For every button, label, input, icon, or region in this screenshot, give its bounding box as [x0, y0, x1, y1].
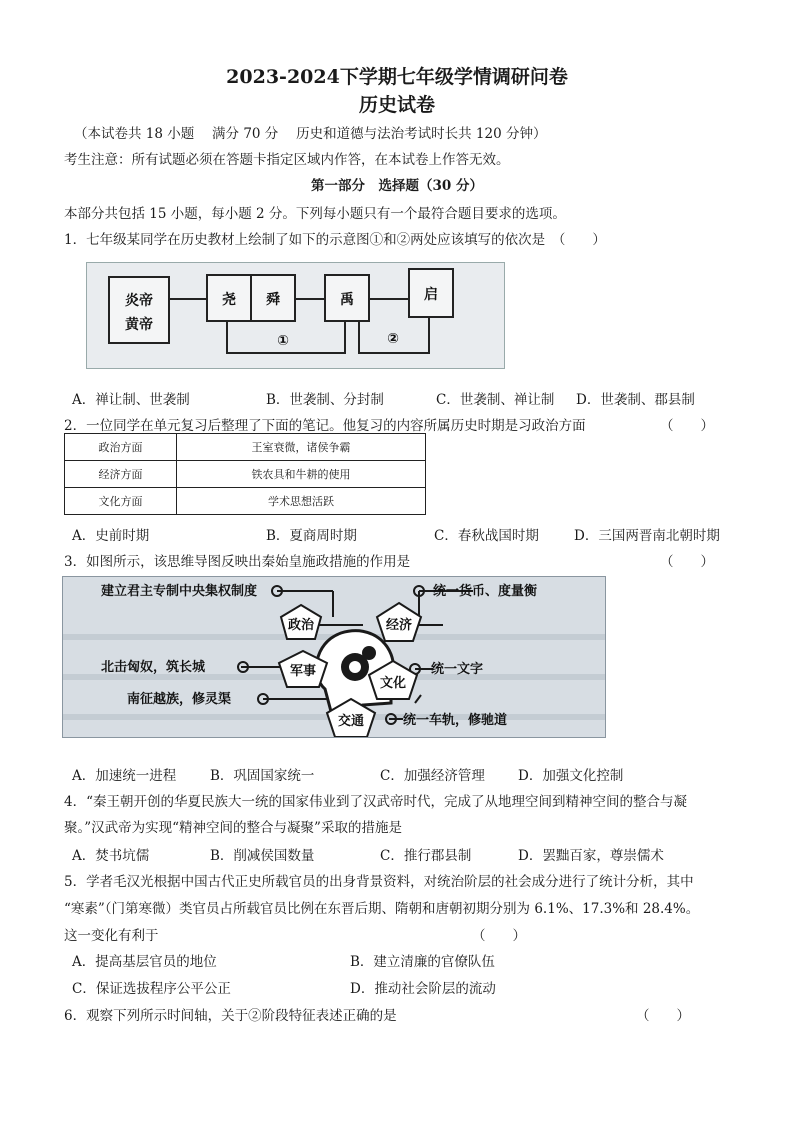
- q5-option-d[interactable]: D．推动社会阶层的流动: [350, 981, 496, 997]
- text-culture: 统一文字: [431, 662, 484, 677]
- text-economy: 统一货币、度量衡: [433, 584, 538, 599]
- q5-option-a[interactable]: A．提高基层官员的地位: [72, 954, 217, 970]
- label-culture: 文化: [379, 676, 407, 691]
- label-yandi: 炎帝: [125, 293, 153, 309]
- q6-answer-paren: （ ）: [636, 1008, 690, 1024]
- q5-option-c[interactable]: C．保证选拔程序公平公正: [72, 981, 231, 997]
- q4-option-a[interactable]: A．焚书坑儒: [72, 848, 150, 864]
- section-title: 第一部分 选择题（30 分）: [311, 178, 483, 194]
- table-row: [65, 461, 426, 488]
- q1-option-a[interactable]: A．禅让制、世袭制: [72, 392, 190, 408]
- q2-notes-table: [64, 433, 426, 515]
- table-cell: 经济方面: [65, 461, 177, 488]
- q3-mindmap: [62, 576, 606, 738]
- q4-option-d[interactable]: D．罢黜百家，尊崇儒术: [518, 848, 664, 864]
- q1-diagram: [86, 262, 505, 369]
- exam-subtitle: 历史试卷: [358, 94, 435, 116]
- q1-option-d[interactable]: D．世袭制、郡县制: [576, 392, 695, 408]
- table-row: [65, 434, 426, 461]
- label-yu: 禹: [340, 292, 354, 308]
- q2-option-b[interactable]: B．夏商周时期: [266, 528, 357, 544]
- q3-answer-paren: （ ）: [660, 554, 714, 570]
- q2-option-c[interactable]: C．春秋战国时期: [434, 528, 539, 544]
- q5-stem-line2: “寒素”（门第寒微）类官员占所载官员比例在东晋后期、隋朝和唐朝初期分别为 6.1%、17.3%和 28.4%。: [64, 901, 700, 917]
- label-huangdi: 黄帝: [125, 317, 153, 333]
- table-cell: 学术思想活跃: [177, 488, 426, 515]
- text-politics: 建立君主专制中央集权制度: [101, 584, 258, 599]
- marker-2: ②: [387, 331, 399, 347]
- q3-option-c[interactable]: C．加强经济管理: [380, 768, 485, 784]
- section-instructions: 本部分共包括 15 小题，每小题 2 分。下列每小题只有一个最符合题目要求的选项。: [64, 206, 566, 222]
- table-cell: 文化方面: [65, 488, 177, 515]
- text-south: 南征越族，修灵渠: [127, 692, 232, 707]
- q4-stem-line2: 聚。”汉武帝为实现“精神空间的整合与凝聚”采取的措施是: [64, 820, 402, 836]
- label-yao: 尧: [222, 292, 236, 308]
- text-military: 北击匈奴，筑长城: [101, 660, 206, 675]
- table-row: [65, 488, 426, 515]
- label-economy: 经济: [385, 618, 413, 633]
- q2-stem: 2．一位同学在单元复习后整理了下面的笔记。他复习的内容所属历史时期是习政治方面: [64, 418, 586, 434]
- q2-option-a[interactable]: A．史前时期: [72, 528, 150, 544]
- q1-option-b[interactable]: B．世袭制、分封制: [266, 392, 384, 408]
- table-cell: 王室衰微，诸侯争霸: [177, 434, 426, 461]
- q1-diagram-svg: [87, 263, 504, 368]
- table-cell: 政治方面: [65, 434, 177, 461]
- q2-option-d[interactable]: D．三国两晋南北朝时期: [574, 528, 720, 544]
- label-military: 军事: [289, 664, 317, 679]
- q6-stem: 6．观察下列所示时间轴，关于②阶段特征表述正确的是: [64, 1008, 397, 1024]
- q2-answer-paren: （ ）: [660, 418, 714, 434]
- q5-stem-line1: 5．学者毛汉光根据中国古代正史所载官员的出身背景资料，对统治阶层的社会成分进行了统计分析，其中: [64, 874, 694, 890]
- q5-answer-paren: （ ）: [472, 928, 526, 944]
- q1-stem: 1．七年级某同学在历史教材上绘制了如下的示意图①和②两处应该填写的依次是 （ ）: [64, 232, 606, 248]
- label-transport: 交通: [337, 714, 365, 729]
- exam-info: （本试卷共 18 小题 满分 70 分 历史和道德与法治考试时长共 120 分钟）: [74, 126, 547, 142]
- q3-option-a[interactable]: A．加速统一进程: [72, 768, 177, 784]
- q4-stem-line1: 4．“秦王朝开创的华夏民族大一统的国家伟业到了汉武帝时代，完成了从地理空间到精神空间的整合与凝: [64, 794, 687, 810]
- q5-option-b[interactable]: B．建立清廉的官僚队伍: [350, 954, 495, 970]
- exam-notice: 考生注意：所有试题必须在答题卡指定区域内作答，在本试卷上作答无效。: [64, 152, 510, 168]
- box-yan-huang: [109, 277, 169, 343]
- label-politics: 政治: [287, 618, 315, 633]
- label-qi: 启: [424, 287, 438, 303]
- label-shun: 舜: [266, 292, 280, 308]
- q3-option-d[interactable]: D．加强文化控制: [518, 768, 624, 784]
- q1-option-c[interactable]: C．世袭制、禅让制: [436, 392, 555, 408]
- q3-stem: 3．如图所示，该思维导图反映出秦始皇施政措施的作用是: [64, 554, 411, 570]
- exam-title: 2023-2024下学期七年级学情调研问卷: [226, 66, 568, 88]
- q4-option-c[interactable]: C．推行郡县制: [380, 848, 472, 864]
- q4-option-b[interactable]: B．削减侯国数量: [210, 848, 315, 864]
- table-cell: 铁农具和牛耕的使用: [177, 461, 426, 488]
- q5-stem-line3: 这一变化有利于: [64, 928, 159, 944]
- text-transport: 统一车轨，修驰道: [403, 713, 508, 728]
- q3-option-b[interactable]: B．巩固国家统一: [210, 768, 315, 784]
- marker-1: ①: [277, 333, 289, 349]
- q3-mindmap-svg: [63, 577, 605, 737]
